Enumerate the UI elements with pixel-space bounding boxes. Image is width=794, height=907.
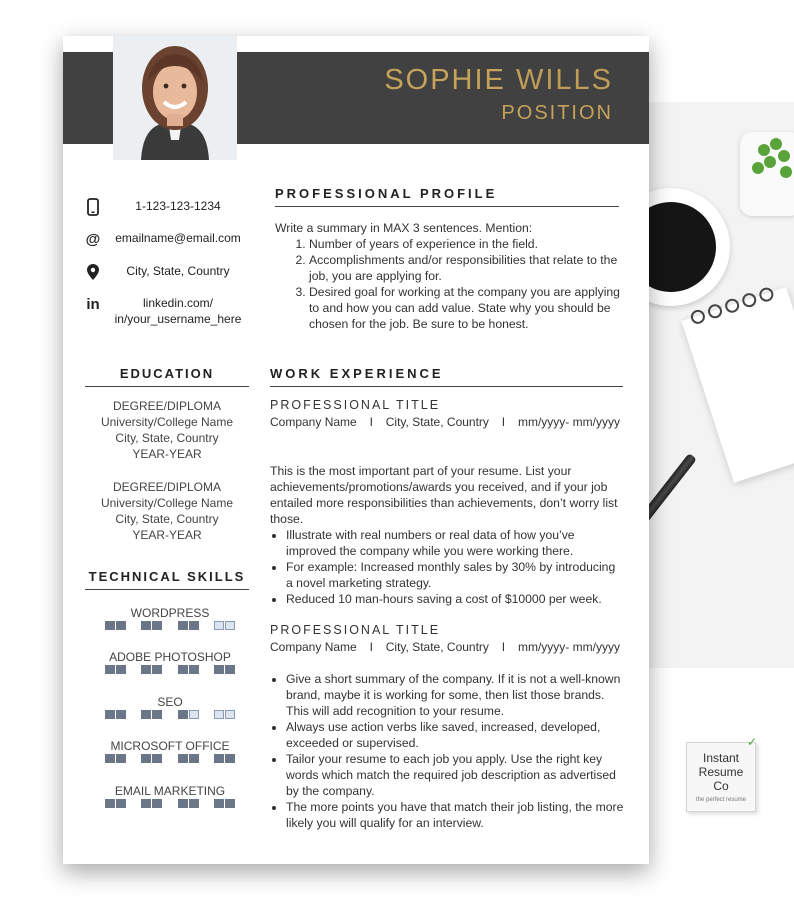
- skill-square: [105, 665, 115, 674]
- skill-square: [214, 799, 224, 808]
- contact-phone: [83, 198, 253, 216]
- position-title: POSITION: [501, 102, 613, 124]
- separator: I: [369, 640, 373, 654]
- years: YEAR-YEAR: [132, 528, 202, 542]
- skill-square: [189, 665, 199, 674]
- skill-square: [225, 665, 235, 674]
- skill-rating: [105, 621, 235, 630]
- job-meta: [270, 415, 620, 429]
- job-bullet: • For example: Increased monthly sales by 30% by introducing a novel marketing strategy.: [286, 559, 625, 591]
- skill-square: [152, 665, 162, 674]
- education-entry: [85, 398, 249, 462]
- skill-square: [116, 799, 126, 808]
- job-bullet: • Reduced 10 man-hours saving a cost of $10000 per week.: [286, 591, 625, 607]
- job-bullet: • The more points you have that match their job listing, the more likely you will qualify for an interview.: [286, 799, 625, 831]
- profile-point: 1. Number of years of experience in the field.: [309, 236, 625, 252]
- skill-square: [116, 754, 126, 763]
- badge-line-1: Instant: [702, 751, 740, 765]
- skill-name: ADOBE PHOTOSHOP: [109, 650, 231, 664]
- separator: I: [501, 415, 506, 429]
- job-dates: mm/yyyy- mm/yyyy: [517, 640, 620, 654]
- skill-square: [189, 710, 199, 719]
- job-bullet: • Give a short summary of the company. If it is not a well-known brand, maybe it is working for some, then list those brands. This will add recognition to your resume.: [286, 671, 625, 719]
- badge-tagline: the perfect resume: [695, 797, 747, 803]
- skill-square: [225, 799, 235, 808]
- skill-square: [225, 754, 235, 763]
- skill-rating: [105, 665, 235, 674]
- skill-square: [141, 754, 151, 763]
- contact-linkedin: [83, 295, 253, 327]
- skill-square: [225, 621, 235, 630]
- badge-line-3: Co: [713, 779, 729, 793]
- job-title: PROFESSIONAL TITLE: [270, 398, 441, 412]
- first-name: SOPHIE: [384, 64, 506, 96]
- skill-item: [105, 739, 235, 763]
- profile-heading: PROFESSIONAL PROFILE: [275, 186, 619, 207]
- job-title: PROFESSIONAL TITLE: [270, 623, 441, 637]
- check-icon: ✓: [746, 735, 757, 749]
- skill-item: [105, 650, 235, 674]
- separator: I: [501, 640, 506, 654]
- job-summary: This is the most important part of your resume. List your achievements/promotions/awards you received, and if your job entailed more responsibilities than achievements, don’t worry list those.: [270, 464, 618, 526]
- brand-badge: [686, 735, 757, 812]
- education-entry: [85, 479, 249, 543]
- skill-square: [189, 799, 199, 808]
- skill-item: [105, 606, 235, 630]
- skills-heading: TECHNICAL SKILLS: [85, 569, 249, 590]
- skill-square: [225, 710, 235, 719]
- skill-square: [214, 621, 224, 630]
- profile-point: 2. Accomplishments and/or responsibilities that relate to the job, you are applying for.: [309, 252, 625, 284]
- skill-square: [189, 621, 199, 630]
- badge-line-2: Resume: [698, 765, 744, 779]
- skill-square: [152, 710, 162, 719]
- phone-icon: [83, 198, 103, 216]
- linkedin-icon: in: [86, 295, 100, 313]
- skill-square: [141, 710, 151, 719]
- skill-square: [105, 799, 115, 808]
- skill-square: [189, 754, 199, 763]
- skill-square: [105, 710, 115, 719]
- skill-rating: [105, 710, 235, 719]
- school-location: City, State, Country: [115, 431, 219, 445]
- profile-photo: [113, 36, 237, 160]
- linkedin-text: linkedin.com/ in/your_username_here: [114, 296, 242, 326]
- company-name: Company Name: [270, 415, 357, 429]
- location-text: City, State, Country: [126, 264, 230, 278]
- skill-item: [105, 784, 235, 808]
- job-description: [270, 463, 625, 607]
- skill-square: [178, 665, 188, 674]
- profile-point: 3. Desired goal for working at the company you are applying to and how you can add value. State why you should be chosen for the job. Be sure to be honest.: [309, 284, 625, 332]
- last-name: WILLS: [515, 64, 613, 96]
- skill-name: MICROSOFT OFFICE: [110, 739, 230, 753]
- skill-square: [152, 621, 162, 630]
- job-location: City, State, Country: [385, 415, 489, 429]
- skill-square: [116, 710, 126, 719]
- skill-square: [178, 710, 188, 719]
- education-heading: EDUCATION: [85, 366, 249, 387]
- email-text: emailname@email.com: [115, 231, 241, 245]
- school: University/College Name: [100, 415, 234, 429]
- contact-email: [83, 230, 253, 248]
- school: University/College Name: [100, 496, 234, 510]
- map-pin-icon: [83, 263, 103, 281]
- job-location: City, State, Country: [385, 640, 489, 654]
- skill-name: WORDPRESS: [130, 606, 210, 620]
- skill-square: [214, 754, 224, 763]
- skill-square: [105, 621, 115, 630]
- skill-square: [178, 621, 188, 630]
- job-bullet: • Always use action verbs like saved, increased, developed, exceeded or supervised.: [286, 719, 625, 751]
- job-description: [270, 671, 625, 831]
- skill-square: [178, 799, 188, 808]
- job-meta: [270, 640, 620, 654]
- resume-page: [63, 36, 649, 864]
- skill-square: [214, 710, 224, 719]
- skill-square: [141, 665, 151, 674]
- skill-rating: [105, 754, 235, 763]
- at-sign-icon: @: [85, 230, 101, 248]
- skill-square: [178, 754, 188, 763]
- job-bullet: • Illustrate with real numbers or real data of how you’ve improved the company while you were working there.: [286, 527, 625, 559]
- company-name: Company Name: [270, 640, 357, 654]
- separator: I: [369, 415, 373, 429]
- skill-square: [105, 754, 115, 763]
- skill-square: [214, 665, 224, 674]
- profile-section: [275, 220, 625, 332]
- skill-rating: [105, 799, 235, 808]
- degree: DEGREE/DIPLOMA: [112, 480, 222, 494]
- skill-square: [141, 621, 151, 630]
- skill-name: EMAIL MARKETING: [114, 784, 226, 798]
- candidate-name: [384, 64, 613, 97]
- skill-item: [105, 695, 235, 719]
- phone-text: 1-123-123-1234: [135, 199, 221, 213]
- contact-location: [83, 263, 253, 281]
- skill-square: [116, 665, 126, 674]
- years: YEAR-YEAR: [132, 447, 202, 461]
- degree: DEGREE/DIPLOMA: [112, 399, 222, 413]
- experience-heading: WORK EXPERIENCE: [270, 366, 623, 387]
- profile-intro: Write a summary in MAX 3 sentences. Mention:: [275, 221, 533, 235]
- skill-square: [152, 799, 162, 808]
- skill-square: [141, 799, 151, 808]
- job-dates: mm/yyyy- mm/yyyy: [517, 415, 620, 429]
- job-bullet: • Tailor your resume to each job you apply. Use the right key words which match the required job description as advertised by the company.: [286, 751, 625, 799]
- plant-image: [740, 132, 794, 216]
- skill-square: [116, 621, 126, 630]
- skill-name: SEO: [157, 695, 183, 709]
- school-location: City, State, Country: [115, 512, 219, 526]
- skill-square: [152, 754, 162, 763]
